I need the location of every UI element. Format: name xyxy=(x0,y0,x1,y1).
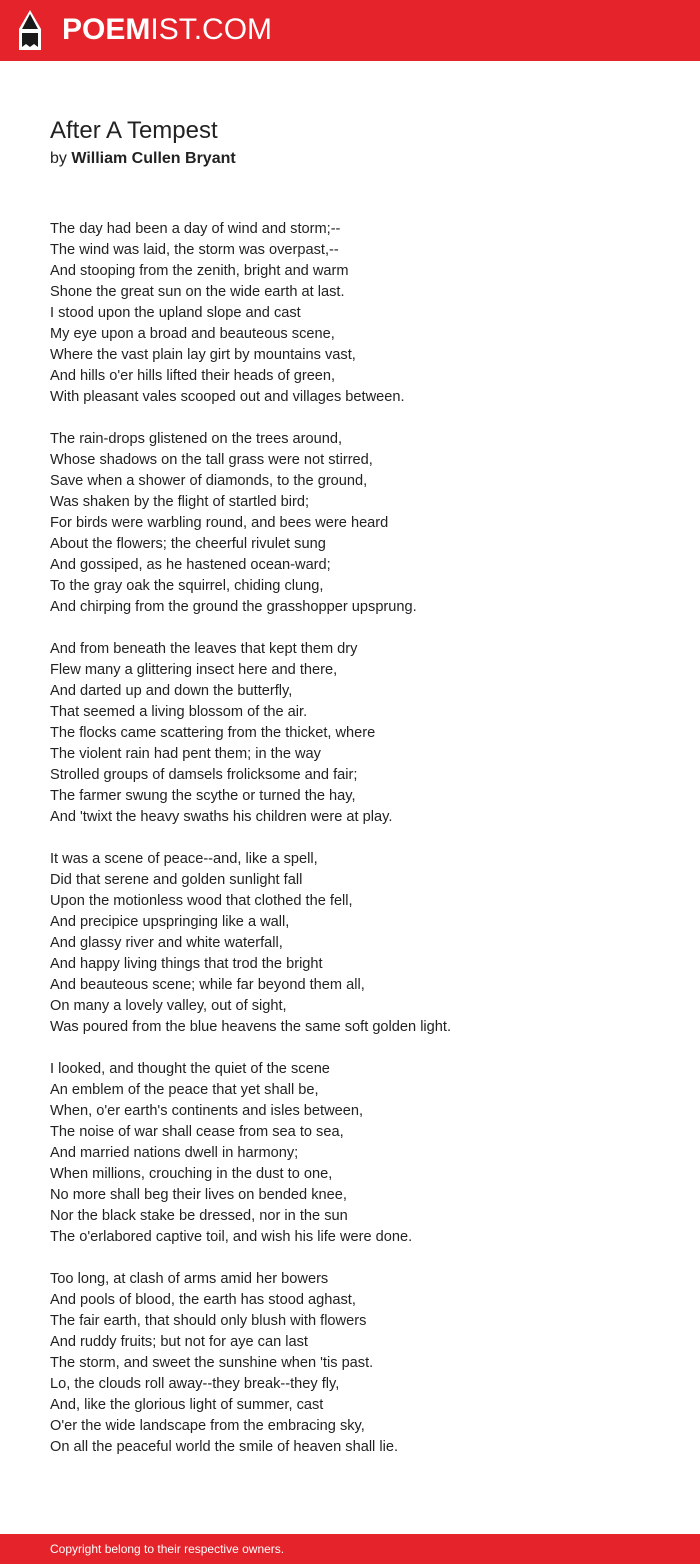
poem-line: About the flowers; the cheerful rivulet sung xyxy=(50,536,326,552)
poem-line: And beauteous scene; while far beyond them all, xyxy=(50,977,365,993)
poem-line: Nor the black stake be dressed, nor in the sun xyxy=(50,1208,348,1224)
poem-line: The flocks came scattering from the thicket, where xyxy=(50,725,376,741)
poem-line: Lo, the clouds roll away--they break--they fly, xyxy=(50,1376,340,1392)
poem-stanza xyxy=(50,849,670,1038)
by-label: by xyxy=(50,150,67,167)
poem-line: And 'twixt the heavy swaths his children were at play. xyxy=(50,809,393,825)
poem-line: Did that serene and golden sunlight fall xyxy=(50,872,303,888)
poem-title: After A Tempest xyxy=(50,117,218,144)
poem-line: When millions, crouching in the dust to one, xyxy=(50,1166,333,1182)
poem-stanza xyxy=(50,429,670,618)
poem-line: And chirping from the ground the grasshopper upsprung. xyxy=(50,599,417,615)
poem-line: That seemed a living blossom of the air. xyxy=(50,704,308,720)
poem-line: And stooping from the zenith, bright and warm xyxy=(50,263,349,279)
poem-line: Strolled groups of damsels frolicksome and fair; xyxy=(50,767,358,783)
poem-line: The fair earth, that should only blush with flowers xyxy=(50,1313,367,1329)
poem-line: The o'erlabored captive toil, and wish his life were done. xyxy=(50,1229,413,1245)
poem-line: And married nations dwell in harmony; xyxy=(50,1145,299,1161)
poem-line: Was poured from the blue heavens the same soft golden light. xyxy=(50,1019,452,1035)
poem-line: Shone the great sun on the wide earth at last. xyxy=(50,284,345,300)
poem-line: I looked, and thought the quiet of the scene xyxy=(50,1061,330,1077)
poem-line: With pleasant vales scooped out and villages between. xyxy=(50,389,405,405)
poem-line: On many a lovely valley, out of sight, xyxy=(50,998,287,1014)
poem-line: And darted up and down the butterfly, xyxy=(50,683,293,699)
pencil-tip-icon xyxy=(17,9,43,51)
poem-line: And hills o'er hills lifted their heads of green, xyxy=(50,368,336,384)
poem-line: Too long, at clash of arms amid her bowers xyxy=(50,1271,329,1287)
poem-stanza xyxy=(50,219,670,408)
poem-stanza xyxy=(50,1269,670,1458)
poem-line: And from beneath the leaves that kept them dry xyxy=(50,641,358,657)
poem-line: My eye upon a broad and beauteous scene, xyxy=(50,326,335,342)
site-footer xyxy=(0,1534,700,1564)
logo-text-bold: POEM xyxy=(62,13,151,46)
site-logo[interactable] xyxy=(62,12,272,48)
poem-line: It was a scene of peace--and, like a spell, xyxy=(50,851,318,867)
site-header xyxy=(0,0,700,61)
poem-line: To the gray oak the squirrel, chiding clung, xyxy=(50,578,324,594)
poem-stanza xyxy=(50,639,670,828)
poem-line: An emblem of the peace that yet shall be, xyxy=(50,1082,319,1098)
poem-stanza xyxy=(50,1059,670,1248)
poem-line: And gossiped, as he hastened ocean-ward; xyxy=(50,557,331,573)
poem-line: Save when a shower of diamonds, to the ground, xyxy=(50,473,368,489)
poem-line: The noise of war shall cease from sea to sea, xyxy=(50,1124,344,1140)
poem-line: The wind was laid, the storm was overpast,-- xyxy=(50,242,339,258)
byline xyxy=(50,148,236,170)
poem-line: Whose shadows on the tall grass were not stirred, xyxy=(50,452,373,468)
author-name: William Cullen Bryant xyxy=(71,150,236,167)
poem-line: The storm, and sweet the sunshine when 'tis past. xyxy=(50,1355,374,1371)
poem-line: And ruddy fruits; but not for aye can last xyxy=(50,1334,308,1350)
poem-line: The violent rain had pent them; in the way xyxy=(50,746,321,762)
poem-line: On all the peaceful world the smile of heaven shall lie. xyxy=(50,1439,399,1455)
poem-line: And happy living things that trod the bright xyxy=(50,956,323,972)
poem-line: Flew many a glittering insect here and there, xyxy=(50,662,338,678)
poem-line: The day had been a day of wind and storm;-- xyxy=(50,221,341,237)
poem-line: For birds were warbling round, and bees were heard xyxy=(50,515,389,531)
poem-line: And precipice upspringing like a wall, xyxy=(50,914,290,930)
copyright-text: Copyright belong to their respective owners. xyxy=(50,1542,285,1556)
logo-text-light: IST.COM xyxy=(150,13,273,46)
poem-line: Where the vast plain lay girt by mountains vast, xyxy=(50,347,356,363)
poem-line: And pools of blood, the earth has stood aghast, xyxy=(50,1292,356,1308)
poem-line: And, like the glorious light of summer, cast xyxy=(50,1397,324,1413)
poem-line: I stood upon the upland slope and cast xyxy=(50,305,301,321)
poem-line: The rain-drops glistened on the trees around, xyxy=(50,431,343,447)
poem-line: Upon the motionless wood that clothed the fell, xyxy=(50,893,353,909)
poem-line: No more shall beg their lives on bended knee, xyxy=(50,1187,347,1203)
poem-line: O'er the wide landscape from the embracing sky, xyxy=(50,1418,365,1434)
poem-line: The farmer swung the scythe or turned the hay, xyxy=(50,788,356,804)
poem-line: And glassy river and white waterfall, xyxy=(50,935,283,951)
poem-body xyxy=(50,219,670,1479)
poem-line: When, o'er earth's continents and isles between, xyxy=(50,1103,364,1119)
poem-line: Was shaken by the flight of startled bird; xyxy=(50,494,310,510)
